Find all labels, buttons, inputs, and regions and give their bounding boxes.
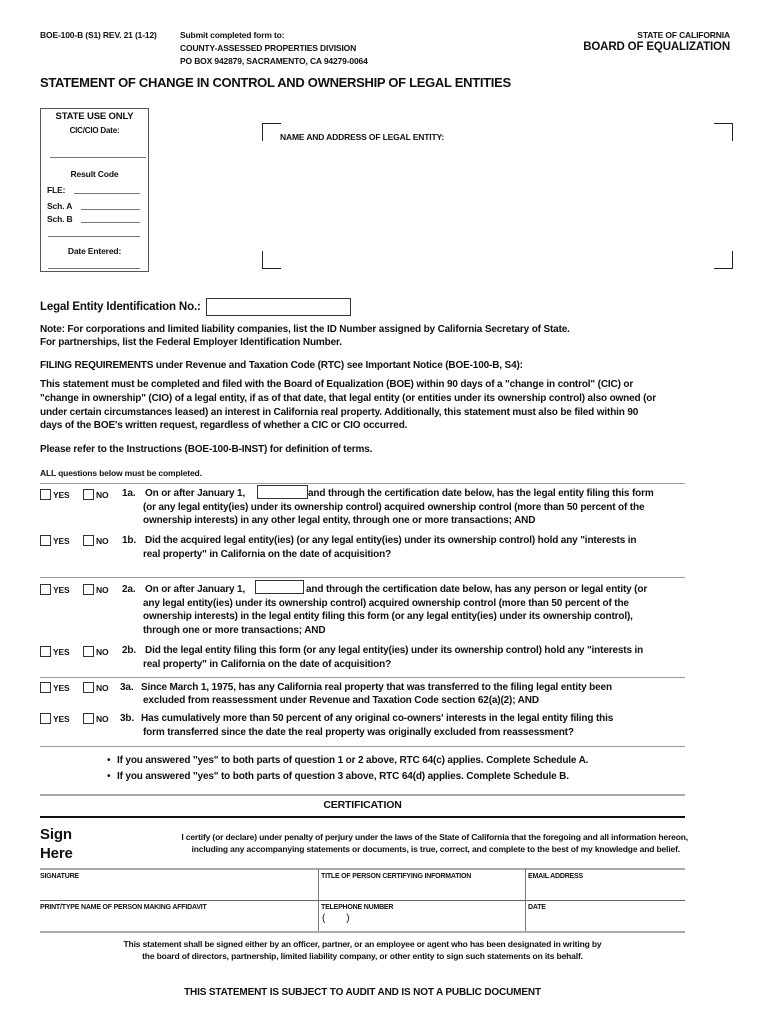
divider <box>318 869 319 931</box>
address-corner <box>714 251 733 269</box>
here-label: Here <box>40 845 73 862</box>
address-corner <box>262 123 281 141</box>
note-line: For partnerships, list the Federal Employer Identification Number. <box>40 337 342 348</box>
agency-name: BOARD OF EQUALIZATION <box>583 41 730 53</box>
bullet-text: If you answered "yes" to both parts of question 3 above, RTC 64(d) applies. Complete Schedule B. <box>117 771 569 782</box>
date-entered-line[interactable] <box>48 268 140 269</box>
date-field[interactable] <box>528 911 685 930</box>
q3a-no-checkbox[interactable] <box>83 682 94 693</box>
question-text: Has cumulatively more than 50 percent of any original co-owners' interests in the legal entity filing this <box>141 713 614 724</box>
sch-b-line[interactable] <box>81 222 140 223</box>
bullet-icon: • <box>107 771 111 782</box>
entity-name-address-field[interactable] <box>280 145 710 250</box>
email-label: EMAIL ADDRESS <box>528 873 583 880</box>
footnote-line: the board of directors, partnership, limited liability company, or other entity to sign such statements on its behalf. <box>142 951 583 961</box>
no-label: NO <box>96 585 109 595</box>
cic-date-line[interactable] <box>50 157 146 158</box>
q3a-yes-checkbox[interactable] <box>40 682 51 693</box>
q1a-yes-checkbox[interactable] <box>40 489 51 500</box>
entity-name-label: NAME AND ADDRESS OF LEGAL ENTITY: <box>280 132 445 142</box>
telephone-label: TELEPHONE NUMBER <box>321 904 394 911</box>
question-text: excluded from reassessment under Revenue and Taxation Code section 62(a)(2); AND <box>143 695 539 706</box>
divider <box>48 236 140 237</box>
certification-text: I certify (or declare) under penalty of perjury under the laws of the State of California that the foregoing and all information hereon, <box>181 832 688 842</box>
filing-requirements-heading: FILING REQUIREMENTS under Revenue and Taxation Code (RTC) see Important Notice (BOE-100-B, S4): <box>40 360 523 371</box>
question-text: Did the acquired legal entity(ies) (or any legal entity(ies) under its ownership control) hold any "interests in <box>145 535 637 546</box>
filing-line: This statement must be completed and filed with the Board of Equalization (BOE) within 90 days of a "change in control" (CIC) or <box>40 379 634 390</box>
sch-b-label: Sch. B <box>47 214 73 224</box>
audit-notice: THIS STATEMENT IS SUBJECT TO AUDIT AND IS NOT A PUBLIC DOCUMENT <box>184 987 541 998</box>
question-number: 2b. <box>122 645 136 656</box>
note-line: Note: For corporations and limited liability companies, list the ID Number assigned by California Secretary of State. <box>40 324 570 335</box>
page-title: STATEMENT OF CHANGE IN CONTROL AND OWNERSHIP OF LEGAL ENTITIES <box>40 75 511 90</box>
question-number: 3b. <box>120 713 134 724</box>
question-text: Did the legal entity filing this form (or any legal entity(ies) under its ownership control) hold any "interests in <box>145 645 644 656</box>
print-name-label: PRINT/TYPE NAME OF PERSON MAKING AFFIDAVIT <box>40 904 207 911</box>
telephone-field[interactable]: ( ) <box>322 913 350 924</box>
divider <box>40 900 685 901</box>
state-use-box <box>40 108 149 272</box>
filing-line: days of the BOE's written request, regardless of whether a CIC or CIO occurred. <box>40 420 408 431</box>
yes-label: YES <box>53 536 70 546</box>
q1a-date-input[interactable] <box>257 485 308 499</box>
question-text: form transferred since the date the real property was originally excluded from reassessment? <box>143 727 574 738</box>
q1b-no-checkbox[interactable] <box>83 535 94 546</box>
no-label: NO <box>96 536 109 546</box>
question-number: 1a. <box>122 488 136 499</box>
yes-label: YES <box>53 714 70 724</box>
email-field[interactable] <box>528 880 685 899</box>
no-label: NO <box>96 714 109 724</box>
divider <box>40 577 685 578</box>
q3b-no-checkbox[interactable] <box>83 713 94 724</box>
q2b-no-checkbox[interactable] <box>83 646 94 657</box>
yes-label: YES <box>53 683 70 693</box>
yes-label: YES <box>53 490 70 500</box>
question-text: On or after January 1, <box>145 488 246 499</box>
submit-line: COUNTY-ASSESSED PROPERTIES DIVISION <box>180 43 357 53</box>
no-label: NO <box>96 683 109 693</box>
fle-line[interactable] <box>74 193 140 194</box>
cic-date-label: CIC/CIO Date: <box>69 126 120 135</box>
sign-label: Sign <box>40 826 72 843</box>
state-use-heading: STATE USE ONLY <box>55 111 134 122</box>
title-field[interactable] <box>321 880 523 899</box>
question-number: 1b. <box>122 535 136 546</box>
state-label: STATE OF CALIFORNIA <box>637 30 730 40</box>
no-label: NO <box>96 490 109 500</box>
bullet-text: If you answered "yes" to both parts of question 1 or 2 above, RTC 64(c) applies. Complete Schedule A. <box>117 755 589 766</box>
sch-a-label: Sch. A <box>47 201 73 211</box>
question-text: real property" in California on the date of acquisition? <box>143 659 392 670</box>
entity-id-label: Legal Entity Identification No.: <box>40 301 201 313</box>
question-text: any legal entity(ies) under its ownership control) acquired ownership control (more than 50 percent of the <box>143 598 629 609</box>
divider <box>40 746 685 747</box>
q3b-yes-checkbox[interactable] <box>40 713 51 724</box>
question-text: real property" in California on the date of acquisition? <box>143 549 392 560</box>
entity-id-input[interactable] <box>206 298 351 316</box>
q2a-yes-checkbox[interactable] <box>40 584 51 595</box>
q2a-date-input[interactable] <box>255 580 304 594</box>
divider <box>40 931 685 933</box>
question-text: through one or more transactions; AND <box>143 625 326 636</box>
submit-line: Submit completed form to: <box>180 30 285 40</box>
all-questions-note: ALL questions below must be completed. <box>40 468 202 478</box>
filing-line: "change in ownership" (CIO) of a legal entity, if as of that date, that legal entity (or entities under its ownership control) also owned (or <box>40 393 656 404</box>
divider <box>525 869 526 931</box>
address-corner <box>262 251 281 269</box>
certification-text: including any accompanying statements or documents, is true, correct, and complete to the best of my knowledge and belief. <box>191 844 680 854</box>
divider <box>40 794 685 796</box>
date-label: DATE <box>528 904 546 911</box>
yes-label: YES <box>53 647 70 657</box>
question-text: Since March 1, 1975, has any California real property that was transferred to the filing legal entity been <box>141 682 612 693</box>
certification-heading: CERTIFICATION <box>323 799 402 811</box>
sch-a-line[interactable] <box>81 209 140 210</box>
bullet-icon: • <box>107 755 111 766</box>
date-entered-label: Date Entered: <box>67 246 122 256</box>
question-text: and through the certification date below, has the legal entity filing this form <box>308 488 654 499</box>
question-text: ownership interests) in any other legal entity, through one or more transactions; AND <box>143 515 536 526</box>
submit-line: PO BOX 942879, SACRAMENTO, CA 94279-0064 <box>180 56 368 66</box>
q2b-yes-checkbox[interactable] <box>40 646 51 657</box>
footnote-line: This statement shall be signed either by an officer, partner, or an employee or agent who has been designated in writing by <box>123 939 602 949</box>
question-text: On or after January 1, <box>145 584 246 595</box>
title-label: TITLE OF PERSON CERTIFYING INFORMATION <box>321 873 472 880</box>
q1a-no-checkbox[interactable] <box>83 489 94 500</box>
signature-label: SIGNATURE <box>40 873 79 880</box>
divider <box>40 483 685 484</box>
print-name-field[interactable] <box>40 911 316 930</box>
fle-label: FLE: <box>47 185 66 195</box>
result-code-label: Result Code <box>70 169 119 179</box>
question-text: and through the certification date below, has any person or legal entity (or <box>306 584 648 595</box>
signature-field[interactable] <box>40 880 316 899</box>
question-text: ownership interests) in the legal entity filing this form (or any legal entity(ies) under its ownership control), <box>143 611 633 622</box>
divider <box>40 816 685 818</box>
question-text: (or any legal entity(ies) under its ownership control) acquired ownership control (more than 50 percent of the <box>143 502 645 513</box>
filing-line: under certain circumstances leased) an interest in California real property. Additionally, this statement must also be filed within 90 <box>40 407 639 418</box>
address-corner <box>714 123 733 141</box>
question-number: 3a. <box>120 682 134 693</box>
instructions-reference: Please refer to the Instructions (BOE-100-B-INST) for definition of terms. <box>40 444 373 455</box>
no-label: NO <box>96 647 109 657</box>
q1b-yes-checkbox[interactable] <box>40 535 51 546</box>
q2a-no-checkbox[interactable] <box>83 584 94 595</box>
divider <box>40 868 685 870</box>
form-code: BOE-100-B (S1) REV. 21 (1-12) <box>40 30 157 40</box>
yes-label: YES <box>53 585 70 595</box>
divider <box>40 677 685 678</box>
question-number: 2a. <box>122 584 136 595</box>
